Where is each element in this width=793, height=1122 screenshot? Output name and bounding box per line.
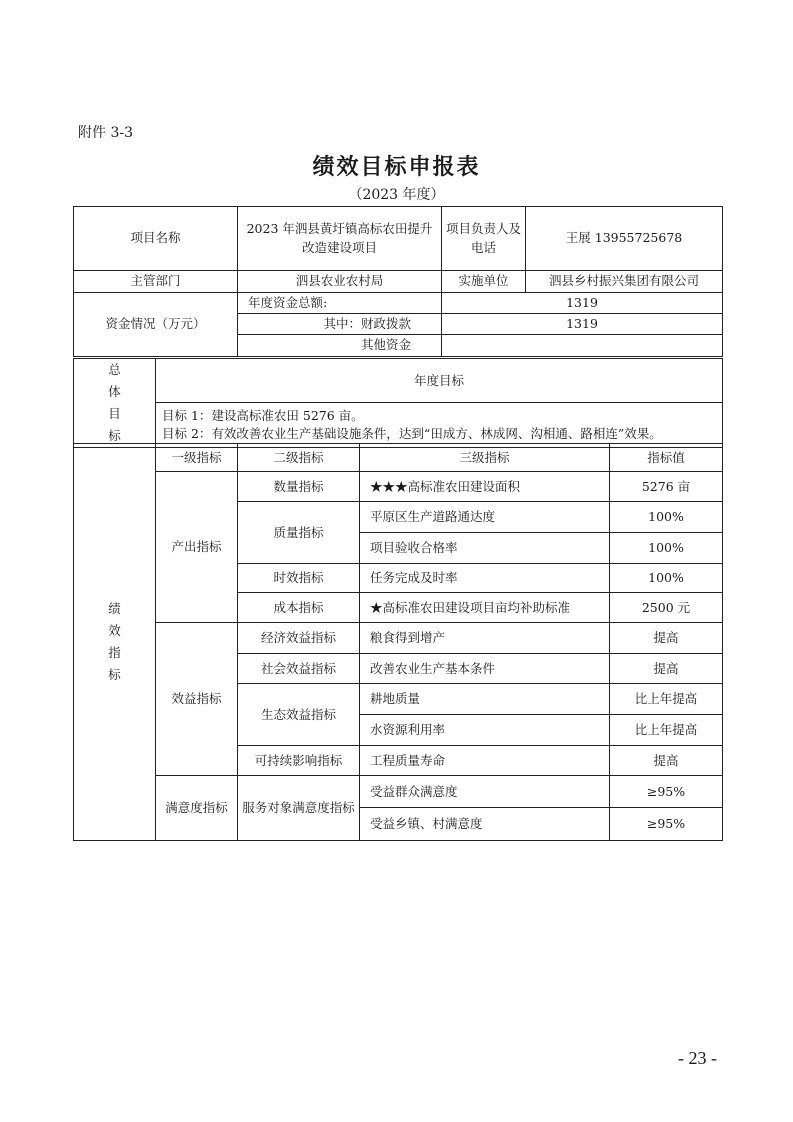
value-cell: 提高 [610,623,723,654]
annual-objective-header: 年度目标 [156,359,723,403]
l3-cell: 受益乡镇、村满意度 [360,808,610,841]
l2-quantity: 数量指标 [238,472,360,502]
indicators-section-text: 绩效指标 [108,601,121,682]
project-leader-label: 项目负责人及电话 [442,207,526,271]
l3-cell: 工程质量寿命 [360,746,610,776]
fund-fiscal-value: 1319 [442,314,723,335]
fund-other-value [442,335,723,357]
value-cell: ≥95% [610,808,723,841]
objectives-table [73,358,723,448]
l2-cost: 成本指标 [238,593,360,623]
value-cell: 2500 元 [610,593,723,623]
form-title: 绩效目标申报表 [312,155,481,180]
fund-total-label: 年度资金总额: [238,293,442,314]
header-l1: 一级指标 [156,444,238,472]
l3-cell: 平原区生产道路通达度 [360,502,610,533]
project-leader-value: 王展 13955725678 [526,207,723,271]
objectives-section-label [74,359,156,448]
l1-benefit: 效益指标 [156,623,238,776]
l3-cell: 粮食得到增产 [360,623,610,654]
value-cell: 100% [610,502,723,533]
l1-output: 产出指标 [156,472,238,623]
objectives-content [156,403,723,448]
project-info-table [73,206,723,357]
l3-cell: 任务完成及时率 [360,564,610,593]
fund-label: 资金情况（万元） [74,293,238,357]
l3-cell: 水资源利用率 [360,715,610,746]
value-cell: 提高 [610,654,723,684]
indicators-section-label [74,444,156,841]
impl-value: 泗县乡村振兴集团有限公司 [526,271,723,293]
l3-cell: 改善农业生产基本条件 [360,654,610,684]
form-year: （2023 年度） [348,187,445,203]
l1-satisfaction: 满意度指标 [156,776,238,841]
attachment-label: 附件 3-3 [78,125,133,141]
l3-cell: ★★★高标准农田建设面积 [360,472,610,502]
l2-economic: 经济效益指标 [238,623,360,654]
header-l2: 二级指标 [238,444,360,472]
l2-timeliness: 时效指标 [238,564,360,593]
l2-quality: 质量指标 [238,502,360,564]
value-cell: 100% [610,533,723,564]
fund-fiscal-label: 其中：财政拨款 [238,314,442,335]
l3-cell: 项目验收合格率 [360,533,610,564]
dept-label: 主管部门 [74,271,238,293]
project-name-label: 项目名称 [74,207,238,271]
l2-ecological: 生态效益指标 [238,684,360,746]
dept-value: 泗县农业农村局 [238,271,442,293]
page-number: - 23 - [678,1048,717,1068]
header-value: 指标值 [610,444,723,472]
project-name-value: 2023 年泗县黄圩镇高标农田提升改造建设项目 [238,207,442,271]
indicators-table [73,443,723,841]
l2-sustainable: 可持续影响指标 [238,746,360,776]
value-cell: 提高 [610,746,723,776]
fund-total-value: 1319 [442,293,723,314]
header-l3: 三级指标 [360,444,610,472]
value-cell: 比上年提高 [610,684,723,715]
l3-cell: 受益群众满意度 [360,776,610,808]
l3-cell: ★高标准农田建设项目亩均补助标准 [360,593,610,623]
value-cell: ≥95% [610,776,723,808]
l2-social: 社会效益指标 [238,654,360,684]
objective-line: 目标 2：有效改善农业生产基础设施条件，达到“田成方、林成网、沟相通、路相连”效果。 [162,426,662,442]
objectives-section-text: 总体目标 [108,362,121,443]
objective-line: 目标 1：建设高标准农田 5276 亩。 [162,408,364,424]
value-cell: 5276 亩 [610,472,723,502]
value-cell: 比上年提高 [610,715,723,746]
l2-service: 服务对象满意度指标 [238,776,360,841]
fund-other-label: 其他资金 [238,335,442,357]
l3-cell: 耕地质量 [360,684,610,715]
impl-label: 实施单位 [442,271,526,293]
value-cell: 100% [610,564,723,593]
